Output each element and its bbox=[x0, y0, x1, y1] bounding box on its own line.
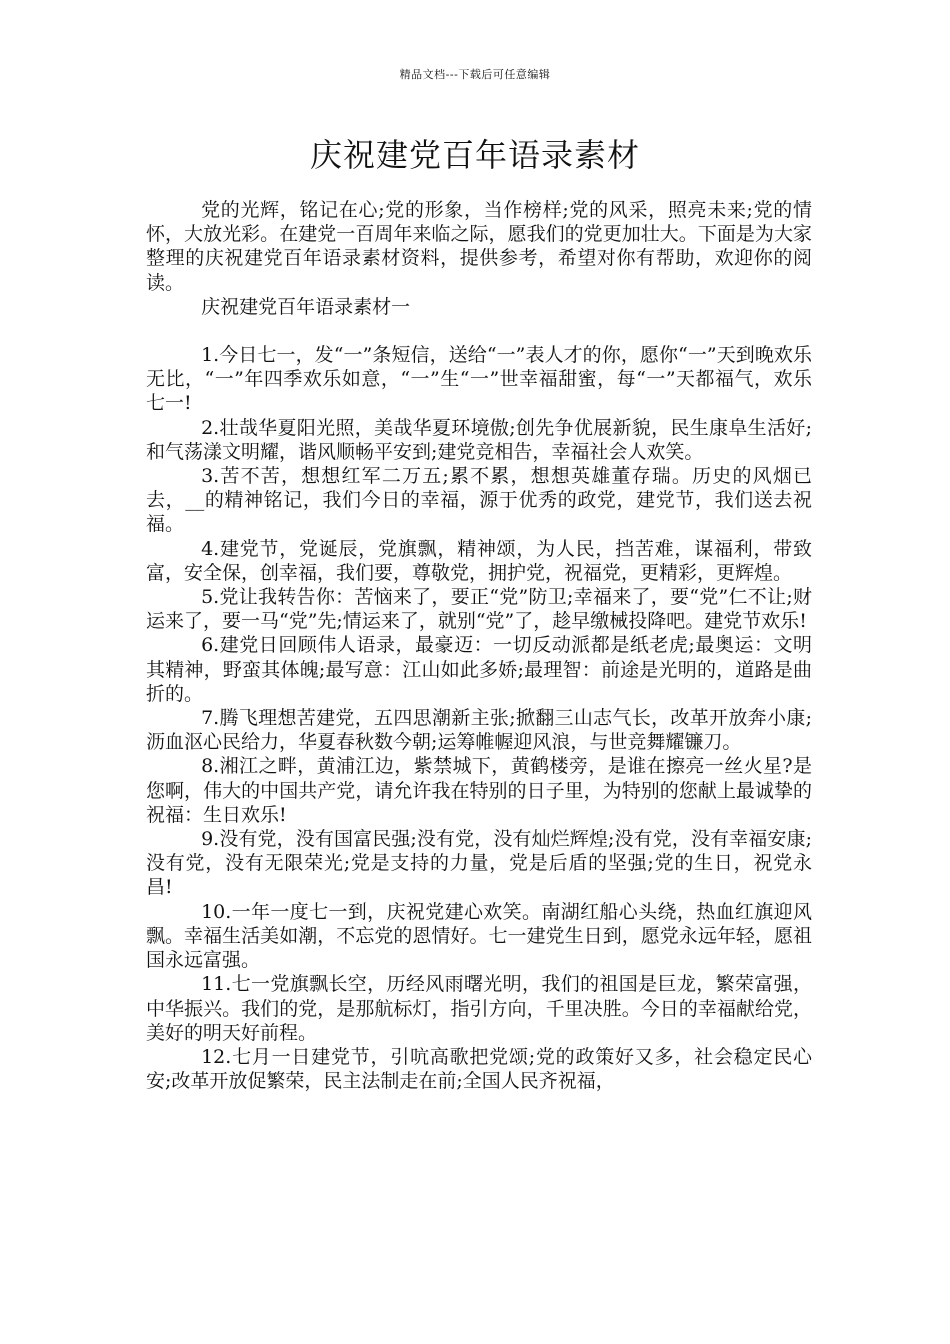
header-note: 精品文档---下载后可任意编辑 bbox=[399, 68, 551, 81]
quote-item-3: 3.苦不苦，想想红军二万五;累不累，想想英雄董存瑞。历史的风烟已去，__的精神铭记，我们今日的幸福，源于优秀的政党，建党节，我们送去祝福。 bbox=[146, 465, 812, 536]
quote-item-6: 6.建党日回顾伟人语录，最豪迈：一切反动派都是纸老虎;最奥运：文明其精神，野蛮其体魄;最写意：江山如此多娇;最理智：前途是光明的，道路是曲折的。 bbox=[146, 634, 812, 705]
quote-item-4: 4.建党节，党诞辰，党旗飘，精神颂，为人民，挡苦难，谋福利，带致富，安全保，创幸福，我们要，尊敬党，拥护党，祝福党，更精彩，更辉煌。 bbox=[146, 537, 812, 584]
quote-item-2: 2.壮哉华夏阳光照，美哉华夏环境傲;创先争优展新貌，民生康阜生活好;和气荡漾文明耀，谐风顺畅平安到;建党竞相告，幸福社会人欢笑。 bbox=[146, 416, 812, 463]
quote-item-5: 5.党让我转告你：苦恼来了，要正“党”防卫;幸福来了，要“党”仁不让;财运来了，要一马“党”先;情运来了，就别“党”了，趁早缴械投降吧。建党节欢乐! bbox=[146, 586, 812, 633]
quote-item-12: 12.七月一日建党节，引吭高歌把党颂;党的政策好又多，社会稳定民心安;改革开放促繁荣，民主法制走在前;全国人民齐祝福， bbox=[146, 1045, 812, 1093]
intro-paragraph: 党的光辉，铭记在心;党的形象，当作榜样;党的风采，照亮未来;党的情怀，大放光彩。在建党一百周年来临之际，愿我们的党更加壮大。下面是为大家整理的庆祝建党百年语录素材资料，提供参考，希望对你有帮助，欢迎你的阅读。 bbox=[146, 199, 812, 294]
section-heading: 庆祝建党百年语录素材一 bbox=[201, 295, 411, 318]
quote-item-9: 9.没有党，没有国富民强;没有党，没有灿烂辉煌;没有党，没有幸福安康;没有党，没有无限荣光;党是支持的力量，党是后盾的坚强;党的生日，祝党永昌! bbox=[146, 828, 812, 899]
quote-item-1: 1.今日七一，发“一”条短信，送给“一”表人才的你，愿你“一”天到晚欢乐无比，“一”年四季欢乐如意，“一”生“一”世幸福甜蜜，每“一”天都福气，欢乐七一! bbox=[146, 344, 812, 415]
quote-item-8: 8.湘江之畔，黄浦江边，紫禁城下，黄鹤楼旁，是谁在擦亮一丝火星?是您啊，伟大的中国共产党，请允许我在特别的日子里，为特别的您献上最诚挚的祝福：生日欢乐! bbox=[146, 755, 812, 826]
quote-item-10: 10.一年一度七一到，庆祝党建心欢笑。南湖红船心头绕，热血红旗迎风飘。幸福生活美如潮，不忘党的恩情好。七一建党生日到，愿党永远年轻，愿祖国永远富强。 bbox=[146, 900, 812, 972]
document-body bbox=[146, 198, 812, 1093]
quote-item-7: 7.腾飞理想苦建党，五四思潮新主张;掀翻三山志气长，改革开放奔小康;沥血沤心民给力，华夏春秋数今朝;运筹帷幄迎风浪，与世竞舞耀镰刀。 bbox=[146, 707, 812, 754]
document-title: 庆祝建党百年语录素材 bbox=[309, 136, 640, 174]
quote-item-11: 11.七一党旗飘长空，历经风雨曙光明，我们的祖国是巨龙，繁荣富强，中华振兴。我们的党，是那航标灯，指引方向，千里决胜。今日的幸福献给党，美好的明天好前程。 bbox=[146, 973, 812, 1044]
